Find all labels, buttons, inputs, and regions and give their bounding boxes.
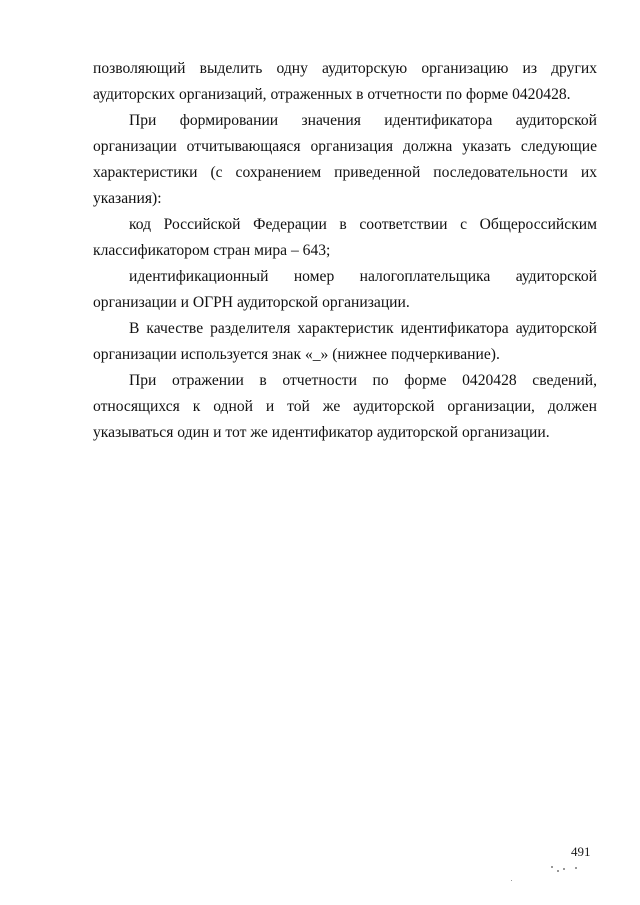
paragraph-inn-ogrn: идентификационный номер налогоплательщика аудиторской организации и ОГРН аудиторской организации.: [93, 268, 597, 311]
scan-speck: [563, 868, 565, 870]
body-text: [93, 56, 597, 446]
scan-speck: [575, 867, 577, 869]
paragraph-continuation: позволяющий выделить одну аудиторскую организацию из других аудиторских организаций, отраженных в отчетности по форме 0420428.: [93, 60, 597, 103]
paragraph-same-identifier: При отражении в отчетности по форме 0420428 сведений, относящихся к одной и той же аудиторской организации, должен указываться один и тот же идентификатор аудиторской организации.: [93, 372, 597, 441]
paragraph-identifier-formation: При формировании значения идентификатора аудиторской организации отчитывающаяся организация должна указать следующие характеристики (с сохранением приведенной последовательности их указания):: [93, 112, 597, 207]
page-number: 491: [571, 844, 591, 859]
paragraph-country-code: код Российской Федерации в соответствии с Общероссийским классификатором стран мира – 643;: [93, 216, 597, 259]
scan-speck: [557, 870, 559, 872]
scan-speck: [551, 866, 553, 868]
scan-speck: [511, 880, 512, 881]
paragraph-separator: В качестве разделителя характеристик идентификатора аудиторской организации используется знак «_» (нижнее подчеркивание).: [93, 320, 597, 363]
